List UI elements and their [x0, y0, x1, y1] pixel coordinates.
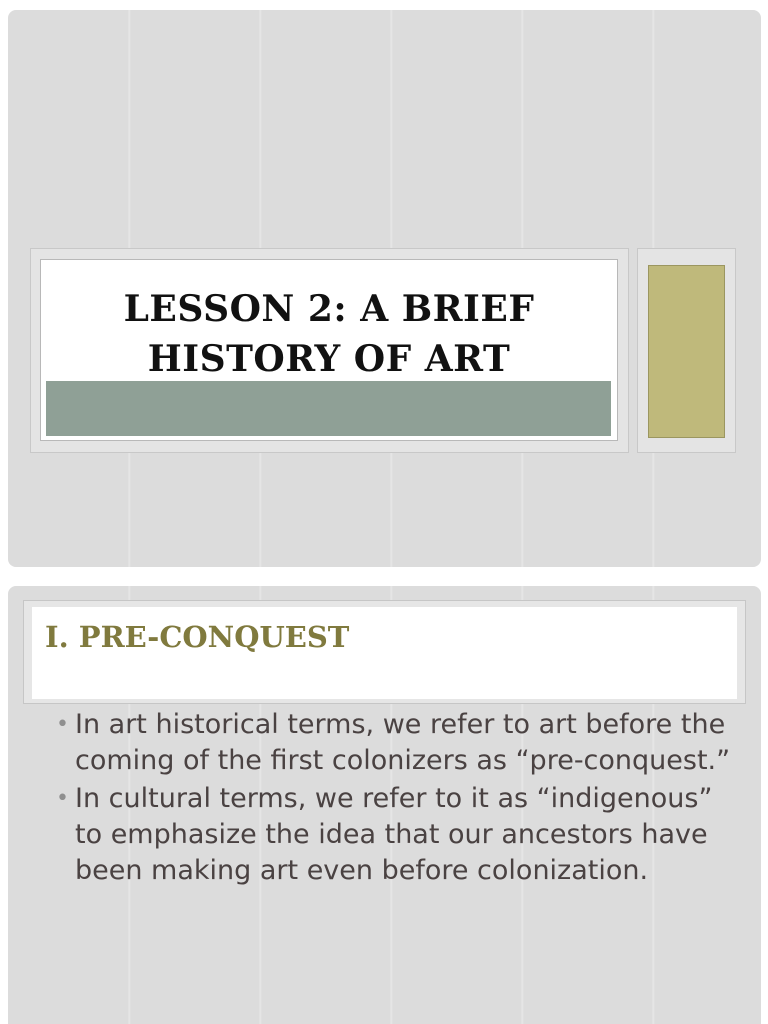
slide-title: LESSON 2: A BRIEF HISTORY OF ART	[123, 288, 535, 380]
bullet-text: In cultural terms, we refer to it as “indigenous” to emphasize the idea that our ancestors have been making art even before colonization.	[75, 783, 713, 886]
content-slide	[8, 586, 761, 1024]
section-header-card	[32, 607, 737, 699]
bullet-dot-icon: •	[56, 786, 69, 811]
title-card	[40, 259, 618, 441]
bullet-item	[52, 781, 742, 889]
section-heading: I. PRE-CONQUEST	[45, 620, 350, 654]
title-color-band	[46, 381, 611, 436]
bullet-item	[52, 707, 742, 779]
section-header-frame	[23, 600, 746, 704]
accent-frame	[637, 248, 736, 453]
bullet-text: In art historical terms, we refer to art before the coming of the first colonizers as “pre-conquest.”	[75, 709, 731, 776]
bullet-dot-icon: •	[56, 712, 69, 737]
accent-block	[648, 265, 725, 438]
bullet-list	[52, 707, 742, 891]
title-frame	[30, 248, 629, 453]
title-slide	[8, 10, 761, 567]
